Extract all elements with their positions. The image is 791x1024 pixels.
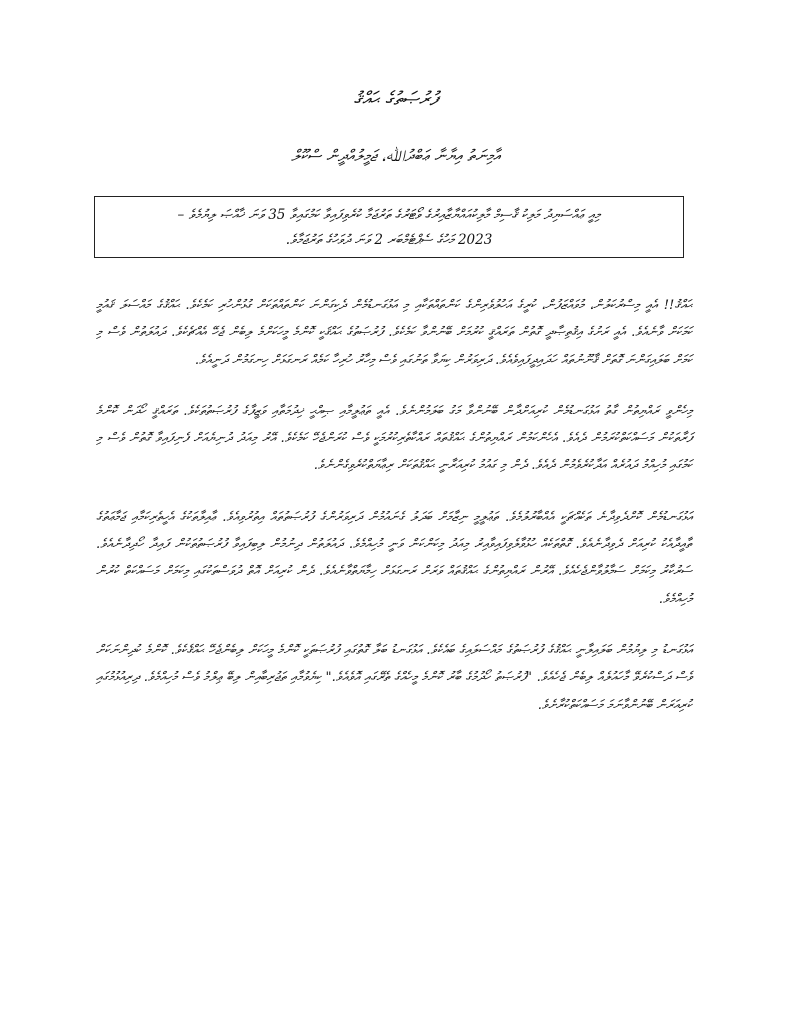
document-body: [96, 292, 692, 743]
paragraph: މިހެންވީ ރައްޔިތުން ގާތު އަޅުގަނޑުމެން ކުރިއަށްދާން ބޭނުންވާ މަގު ބަލަމުންނެވެ. އެއީ ތަޢުލީމާއި ޞިއްޙީ ޚިދުމަތާއި ވަޒީފާގެ ފުރުޞަތުތަކެވެ. ތަރައްޤީ ހޯދަން ކޮންމެ ފަރާތަކުން މަސައްކަތްކުރަމުން ދެއެވެ. އެހެންކަމުން ރައްޔިތުންގެ ޙައްޤުތައް ރައްކާތެރިކުރުމަކީ ވެސް ކުރަންޖެހޭ ކަމެކެވެ. އޭރު މިއަދު ދުނިޔެއަށް ފެނިފައިވާ ގޮތުން ވެސް މި ކަމުގައި މުހިއްމު ދައުރެއް އަދާކުރެވެމުން ދެއެވެ. ދެން މި ގައުމު ކުރިއަރާނީ ޙައްޤުތަކަށް ރިޢާޔަތްކުރެވިގެންނެވެ.: [96, 403, 692, 474]
paragraph: އަޅުގަނޑު މި ލިޔުމުން ބަލައިލާނީ ޙައްޤުގެ ފުރުޞަތުގެ މައްސަލައިގެ ބައެކެވެ. އަޅުގަނޑު ބަލާ ގޮތުގައި ފުރުޞަތަކީ ކޮންމެ މީހަކަށް ލިބެންޖެހޭ ޙައްޤެކެވެ. ކޮންމެ ކުދިންނަކަށް ވެސް ދަސްކުރެވޭ މާހައުލެއް ލިބެން ޖެހެއެވެ. "ފުރުޞަތު ހޯދުމުގެ ބާރު ކޮންމެ މީހެއްގެ ތެރޭގައި އޮވެއެވެ." ކިޔެވުމާއި ތަޖުރިބާއިން ލިބޭ ޢިލްމު ވެސް މުހިއްމެވެ. ދިރިއުޅުމުގައި ކުރިއަރަން ބޭނުންވާނަމަ މަސައްކަތްކުރާށެވެ.: [96, 642, 692, 713]
notice-line: މިއީ ޢައްސަޔިދު މަލިކު ޤާސިމް މާލިކުއައްޔާޒާއިރުގެ ވޯޓަރުގެ ތަރުޖަމާ ކުރެވިފައިވާ ކަމުގައިވާ 35 ވަނަ ޚާއްޞަ ލިޔުމެވެ –: [177, 207, 601, 223]
notice-line: 2023 މަހުގެ ސެޕްޓެމްބަރ 2 ވަނަ ދުވަހުގެ ތަރުޖަމާވެ.: [285, 232, 493, 248]
paragraph: އަޅުގަނޑުމެން ކޮށްދެވިދާނެ ތަކެއްޗަކީ އެއްބާރުލުމެވެ. ތަޢުލީމީ ނިޒާމަށް ބަދަލު ގެނައުމުން ދަރިވަރުންގެ ފުރުޞަތުތައް އިތުރުވިއެވެ. ޢާއިލާތަކުގެ އެހީތެރިކަމާއި ޖަމާޢަތުގެ ތާއީދާއެކު ކުރިއަށް ދެވިދާނެއެވެ. ގޮތްތަކެއް ހުޅުވާލެވިފައިވާއިރު މިއަދު މިކަންކަން ވަނީ މުހިއްމެވެ. ދައުލަތުން ދިނުމުން ލިބިފައިވާ ފުރުޞަތުތަކުން ފައިދާ ހޯދިދާނެއެވެ. ސަރުކާރު މިކަމަށް ސަމާލުވާންޖެހެއެވެ. އޭރުން ރައްޔިތުންގެ ޙައްޤުތައް ވަރަށް ރަނގަޅަށް ހިމާޔަތްވާނެއެވެ. ދެން ކުރިއަށް އޮތް ދުވަސްތަކުގައި މިކަމަށް މަސައްކަތް ކުރުން މުހިއްމެވެ.: [96, 509, 692, 607]
document-title: ފުރުޞަތުގެ ޙައްޤު: [353, 88, 438, 110]
paragraph: ޙައްޤު!! އެއީ މިސްރުކަލުން، މުވައްޒަފުން، ކުރީގެ އަހުލުވެރިންގެ ކަންތައްތަކާއި މި އަޅުގަނޑުމެން ދެކިގަންނަ ކަންތައްތަކަށް ގުޅުންހުރި ކަމެކެވެ. ޙައްޤުގެ މައްސަލަ ޤައުމީ ކަމަކަށް ވާނެއެވެ. އެއީ ރަށުގެ އިޤުތިޞާދީ ގޮތުން ތަރައްޤީ ކުރުމަށް ބޭނުންވާ ކަމެކެވެ. ފުރުޞަތުގެ ޙައްޤަކީ ކޮންމެ މީހަކަށްމެ ލިބެން ޖެހޭ އެއްޗެކެވެ. ދައުލަތުން ވެސް މި ކަމަށް ބަލައިގަންނަ ގޮތަށް ޤާނޫނުތައް ހަދައިދީފައިވެއެވެ. ދަރިވަރުން ކިޔަވާ ތަނުގައި ވެސް މިހާރު ހުރިހާ ކަމެއް ރަނގަޅަށް ހިނގަމުން ދަނީއެވެ.: [96, 298, 692, 368]
author-byline: އާމިނަތު އިޔާނާ ޢަބްދުﷲ، ޖަމީލުއްދީން ސްކޫލް: [291, 146, 500, 165]
notice-box: [94, 196, 684, 258]
